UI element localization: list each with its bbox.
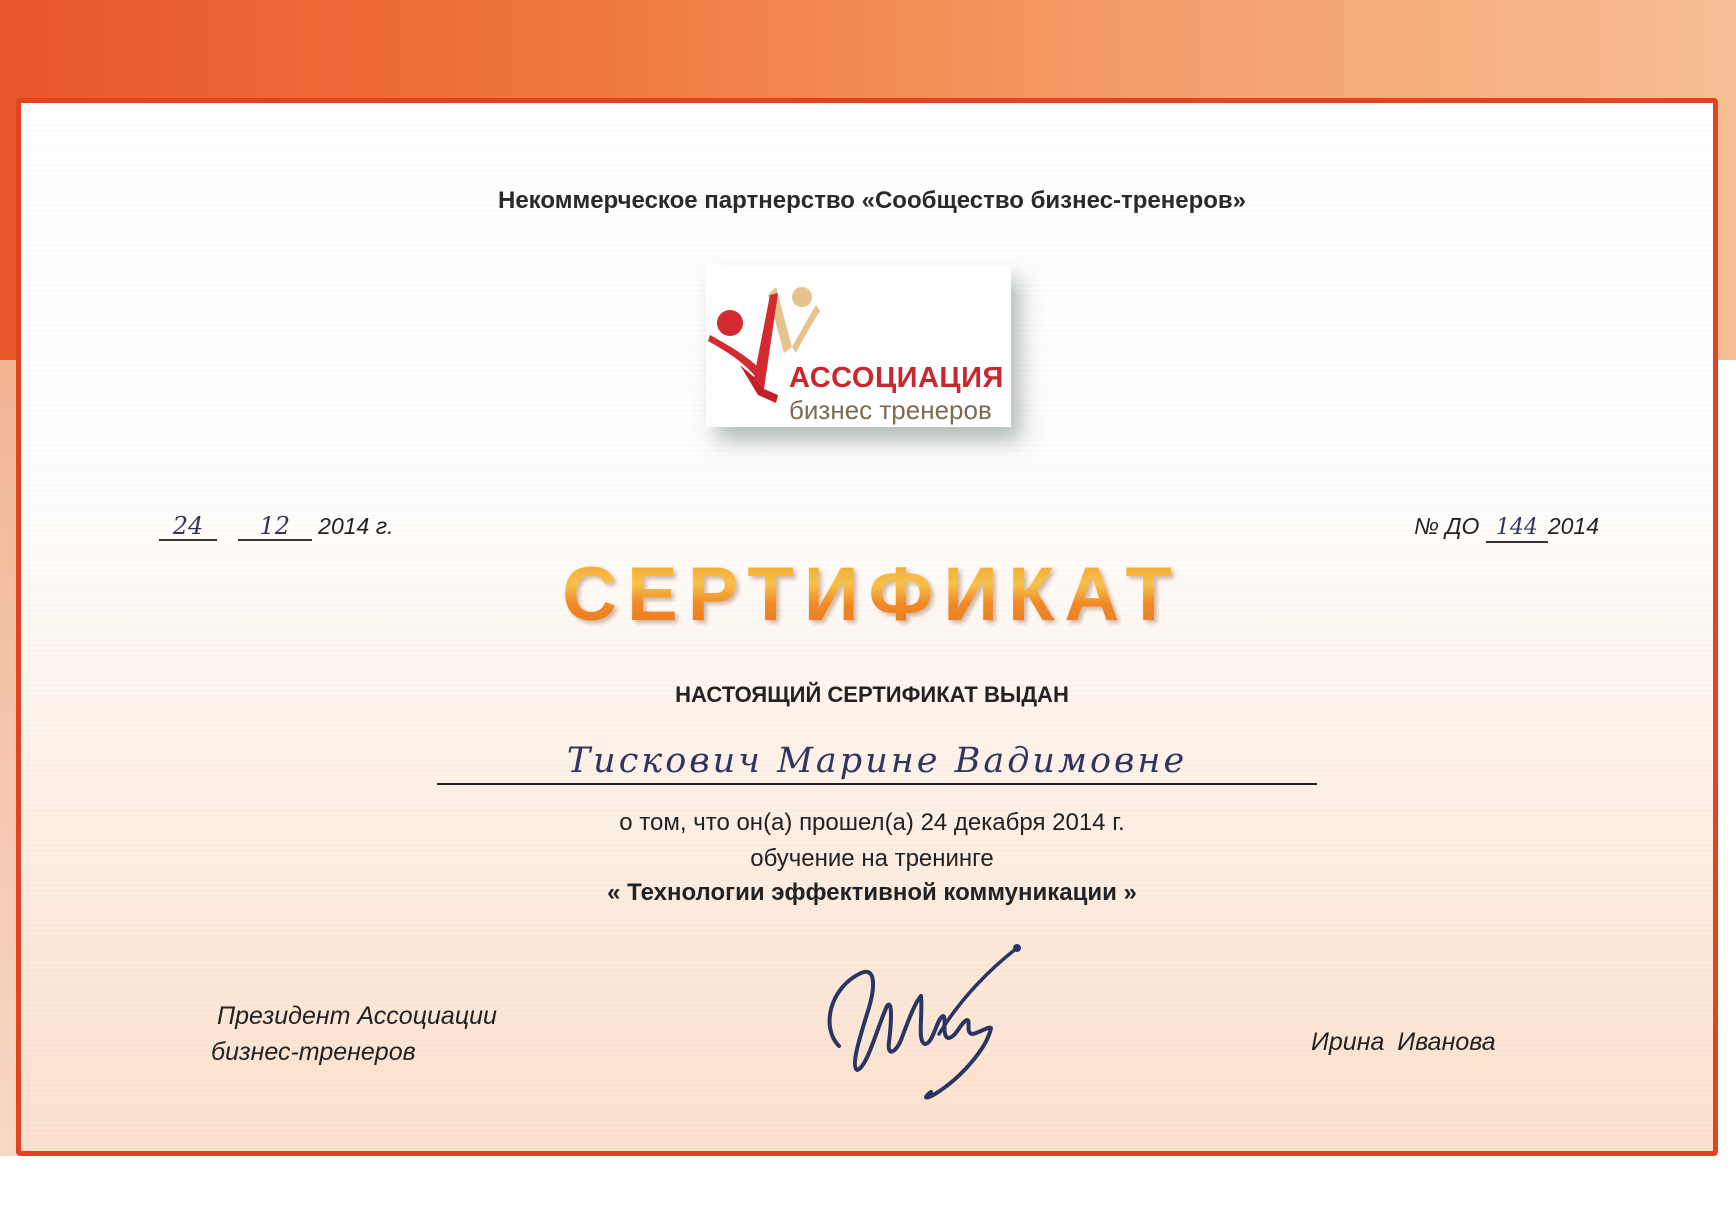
signer-position-line-1: Президент Ассоциации <box>217 1002 497 1030</box>
signer-position <box>211 998 537 1070</box>
signer-position-line-2: бизнес-тренеров <box>211 1038 416 1066</box>
left-edge-strip <box>0 360 16 1156</box>
logo-subtitle: бизнес тренеров <box>789 395 992 425</box>
training-statement: обучение на тренинге <box>750 845 994 872</box>
issue-date <box>159 513 393 541</box>
date-year: 2014 г. <box>318 513 394 539</box>
certificate-number <box>1414 513 1599 543</box>
date-day: 24 <box>159 513 217 541</box>
date-month: 12 <box>238 513 312 541</box>
training-name: « Технологии эффективной коммуникации » <box>607 879 1137 906</box>
completion-statement: о том, что он(а) прошел(а) 24 декабря 2014 г. <box>619 809 1125 836</box>
organization-name: Некоммерческое партнерство «Сообщество бизнес-тренеров» <box>497 187 1246 214</box>
signer-name: Ирина Иванова <box>1311 1028 1496 1056</box>
issued-to-label: НАСТОЯЩИЙ СЕРТИФИКАТ ВЫДАН <box>675 682 1069 707</box>
handwritten-signature <box>811 918 1111 1118</box>
certificate-sheet <box>16 98 1718 1156</box>
number-value: 144 <box>1486 515 1548 543</box>
number-year: 2014 <box>1547 513 1599 539</box>
number-prefix: № ДО <box>1414 513 1480 539</box>
certificate-title: СЕРТИФИКАТ <box>21 551 1718 638</box>
recipient-name: Тискович Марине Вадимовне <box>437 741 1317 785</box>
logo-title: АССОЦИАЦИЯ <box>789 362 1004 394</box>
association-logo <box>706 265 1011 427</box>
